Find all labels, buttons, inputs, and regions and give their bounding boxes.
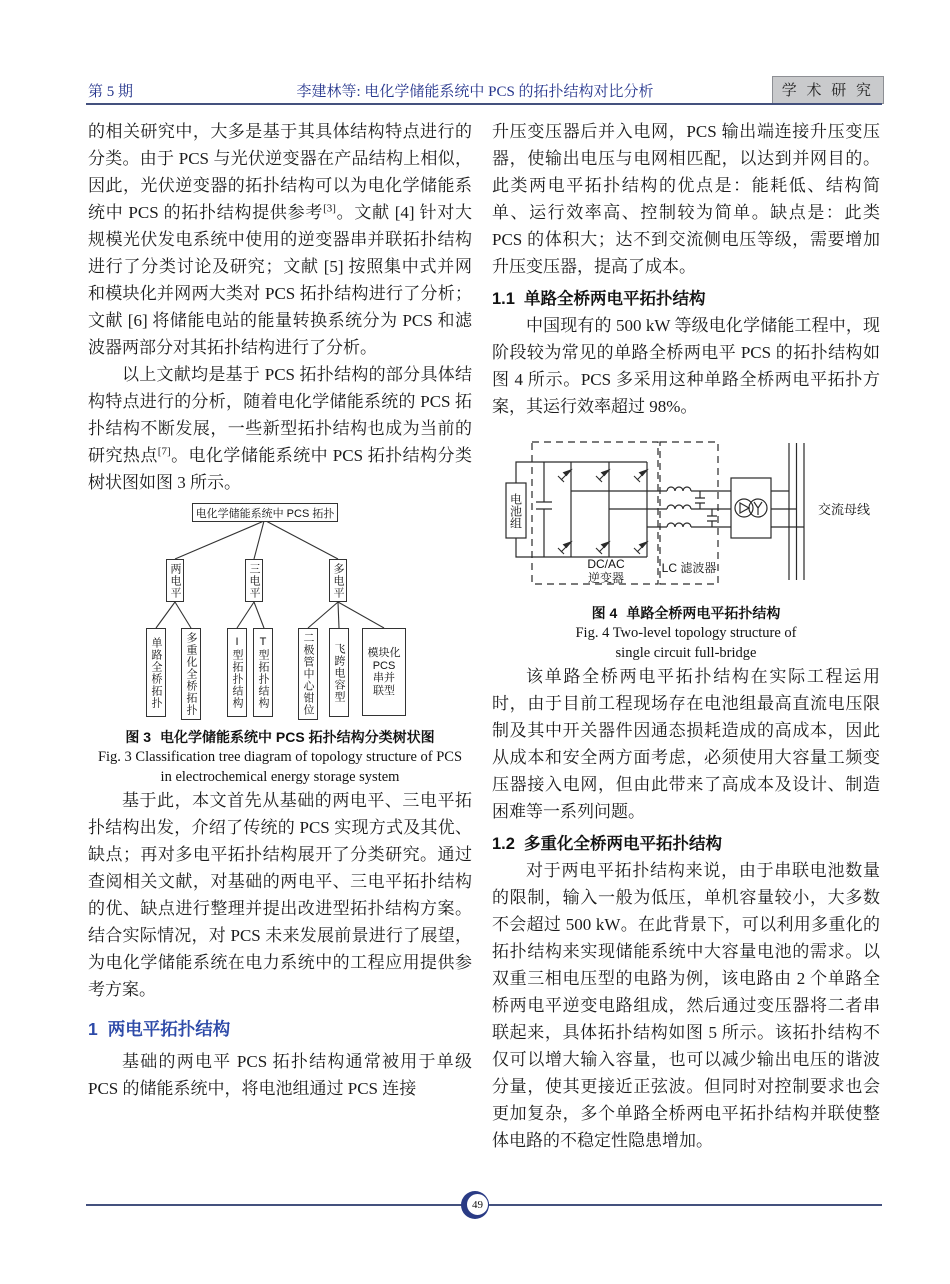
- caption-text-en: Fig. 4 Two-level topology structure of: [575, 625, 797, 641]
- tree-leaf-i-type: I型拓扑结构: [227, 628, 247, 717]
- paragraph-text: 的相关研究中，大多是基于其具体结构特点进行的分类。由于 PCS 与光伏逆变器在产品结构上相似，因此，光伏逆变器的拓扑结构可以为电化学储能系统中 PCS 的拓扑结构提供参考: [88, 122, 472, 222]
- running-title: 李建林等: 电化学储能系统中 PCS 的拓扑结构对比分析: [296, 84, 654, 100]
- tree-leaf-multiplex-full-bridge: 多重化全桥拓扑: [181, 628, 201, 720]
- figure-4-circuit-diagram: [492, 428, 880, 663]
- tree-node-two-level: 两电平: [166, 559, 184, 602]
- tree-leaf-line: 串并: [373, 672, 395, 684]
- tree-leaf-line: 模块化: [367, 647, 401, 659]
- filter-capacitor: [695, 491, 705, 509]
- issue-label: 第 5 期: [88, 84, 134, 100]
- caption-text-zh: 电化学储能系统中 PCS 拓扑结构分类树状图: [160, 729, 435, 745]
- inductor: [667, 523, 691, 527]
- section-title: 两电平拓扑结构: [107, 1019, 231, 1039]
- inverter-label-line: DC/AC: [587, 557, 625, 571]
- transformer-box: [731, 478, 771, 538]
- caption-text-zh: 单路全桥两电平拓扑结构: [626, 605, 781, 621]
- tree-leaf-line: 联型: [373, 684, 395, 697]
- paragraph: 基于此，本文首先从基础的两电平、三电平拓扑结构出发，介绍了传统的 PCS 实现方式及其优、缺点；再对多电平拓扑结构展开了分类研究。通过查阅相关文献，对基础的两电平、三电平拓扑结构的优、缺点进行整理并提出改进型拓扑结构方案。结合实际情况，对 PCS 未来发展前景进行了展望，为电化学储能系统在电力系统中的工程应用提供参考方案。: [88, 791, 472, 999]
- tree-node-three-level: 三电平: [245, 559, 263, 602]
- lc-filter-label: LC 滤波器: [661, 561, 717, 575]
- paragraph: 对于两电平拓扑结构来说，由于串联电池数量的限制，输入一般为低压，单机容量较小，大多数不会超过 500 kW。在此背景下，可以利用多重化的拓扑结构来实现储能系统中大容量电池的需求。以双重三相电压型的电路为例，该电路由 2 个单路全桥两电平逆变电路组成，然后通过变压器将二者串联起来，具体拓扑结构如图 5 所示。该拓扑结构不仅可以增大输入容量，也可以减少输出电压的谐波分量，使其更接近正弦波。但同时对控制要求也会更加复杂，多个单路全桥两电平拓扑结构并联使整体电路的不稳定性隐患增加。: [492, 861, 880, 1150]
- dc-link-capacitor: [536, 462, 552, 557]
- section-number: 1: [88, 1019, 98, 1039]
- right-column: [492, 118, 880, 1154]
- inverter-label-line: 逆变器: [587, 571, 624, 585]
- paragraph: 中国现有的 500 kW 等级电化学储能工程中，现阶段较为常见的单路全桥两电平 PCS 的拓扑结构如图 4 所示。PCS 多采用这种单路全桥两电平拓扑方案，其运行效率超过 98%。: [492, 316, 880, 416]
- section-title: 多重化全桥两电平拓扑结构: [523, 835, 722, 853]
- tree-node-multi-level: 多电平: [329, 559, 347, 602]
- inverter-label: [569, 557, 643, 585]
- section-number: 1.1: [492, 290, 515, 308]
- tree-root-node: 电化学储能系统中 PCS 拓扑: [192, 503, 338, 522]
- caption-text-en: single circuit full-bridge: [615, 645, 757, 661]
- paragraph: 该单路全桥两电平拓扑结构在实际工程运用时，由于目前工程现场存在电池组最高直流电压限制及其中开关器件因通态损耗造成的高成本，因此从成本和安全两方面考虑，必须使用大容量工频变压器接入电网，但由此带来了高成本及设计、制造困难等一系列问题。: [492, 667, 880, 821]
- ac-bus-label: 交流母线: [818, 502, 871, 517]
- paragraph: 升压变压器后并入电网，PCS 输出端连接升压变压器，使输出电压与电网相匹配，以达到并网目的。此类两电平拓扑结构的优点是：能耗低、结构简单、运行效率高、控制较为简单。缺点是：此类 PCS 的体积大；达不到交流侧电压等级，需要增加升压变压器，提高了成本。: [492, 122, 880, 276]
- battery-label: 电池组: [508, 493, 523, 529]
- ac-bus-lines: [789, 443, 804, 580]
- paragraph-text: 以上文献均是基于 PCS 拓扑结构的部分具体结构特点进行的分析，随着电化学储能系统的 PCS 拓扑结构不断发展，一些新型拓扑结构也成为当前的研究热点: [88, 365, 472, 465]
- paragraph: 基础的两电平 PCS 拓扑结构通常被用于单级 PCS 的储能系统中，将电池组通过 PCS 连接: [88, 1052, 472, 1098]
- figure-number: 图 4: [591, 605, 618, 621]
- inductor: [667, 487, 691, 491]
- section-tag: 学 术 研 究: [772, 76, 884, 104]
- paragraph-text: 。电化学储能系统中 PCS 拓扑结构分类树状图如图 3 所示。: [88, 446, 472, 492]
- paragraph: [88, 361, 472, 496]
- section-number: 1.2: [492, 835, 515, 853]
- circuit-canvas: [492, 428, 882, 598]
- tree-leaf-single-full-bridge: 单路全桥拓扑: [146, 628, 166, 717]
- citation-superscript: [3]: [323, 202, 336, 215]
- paragraph: [88, 118, 472, 361]
- figure-4-caption: [492, 603, 880, 663]
- caption-text-en: Fig. 3 Classification tree diagram of topology structure of PCS: [97, 749, 463, 765]
- page-number: 49: [466, 1193, 489, 1216]
- tree-leaf-modular-pcs: [362, 628, 406, 716]
- citation-superscript: [7]: [157, 445, 171, 458]
- inductor: [667, 505, 691, 509]
- section-title: 单路全桥两电平拓扑结构: [523, 290, 706, 308]
- tree-leaf-line: PCS: [372, 659, 396, 672]
- tree-diagram-canvas: [118, 502, 448, 722]
- figure-3-caption: [88, 727, 472, 787]
- filter-capacitor: [707, 509, 717, 527]
- figure-3-tree-diagram: [88, 502, 472, 787]
- transformer-winding-delta: [735, 499, 753, 517]
- subsection-heading-1-2: [492, 830, 880, 854]
- caption-text-en: in electrochemical energy storage system: [160, 769, 400, 785]
- paragraph-text: 。文献 [4] 针对大规模光伏发电系统中使用的逆变器串并联拓扑结构进行了分类讨论及研究；文献 [5] 按照集中式并网和模块化并网两大类对 PCS 拓扑结构进行了分析；文献 [6] 将储能电站的能量转换系统分为 PCS 和滤波器两部分对其拓扑结构进行了分析。: [88, 203, 472, 357]
- tree-leaf-diode-clamped: 二极管中心钳位: [298, 628, 318, 720]
- figure-number: 图 3: [125, 729, 152, 745]
- tree-leaf-flying-capacitor: 飞跨电容型: [329, 628, 349, 717]
- header-rule: [86, 103, 882, 105]
- subsection-heading-1-1: [492, 285, 880, 309]
- left-column: [88, 118, 472, 1102]
- tree-leaf-t-type: T型拓扑结构: [253, 628, 273, 717]
- page-number-badge: [461, 1191, 489, 1219]
- section-heading-1: [88, 1016, 472, 1041]
